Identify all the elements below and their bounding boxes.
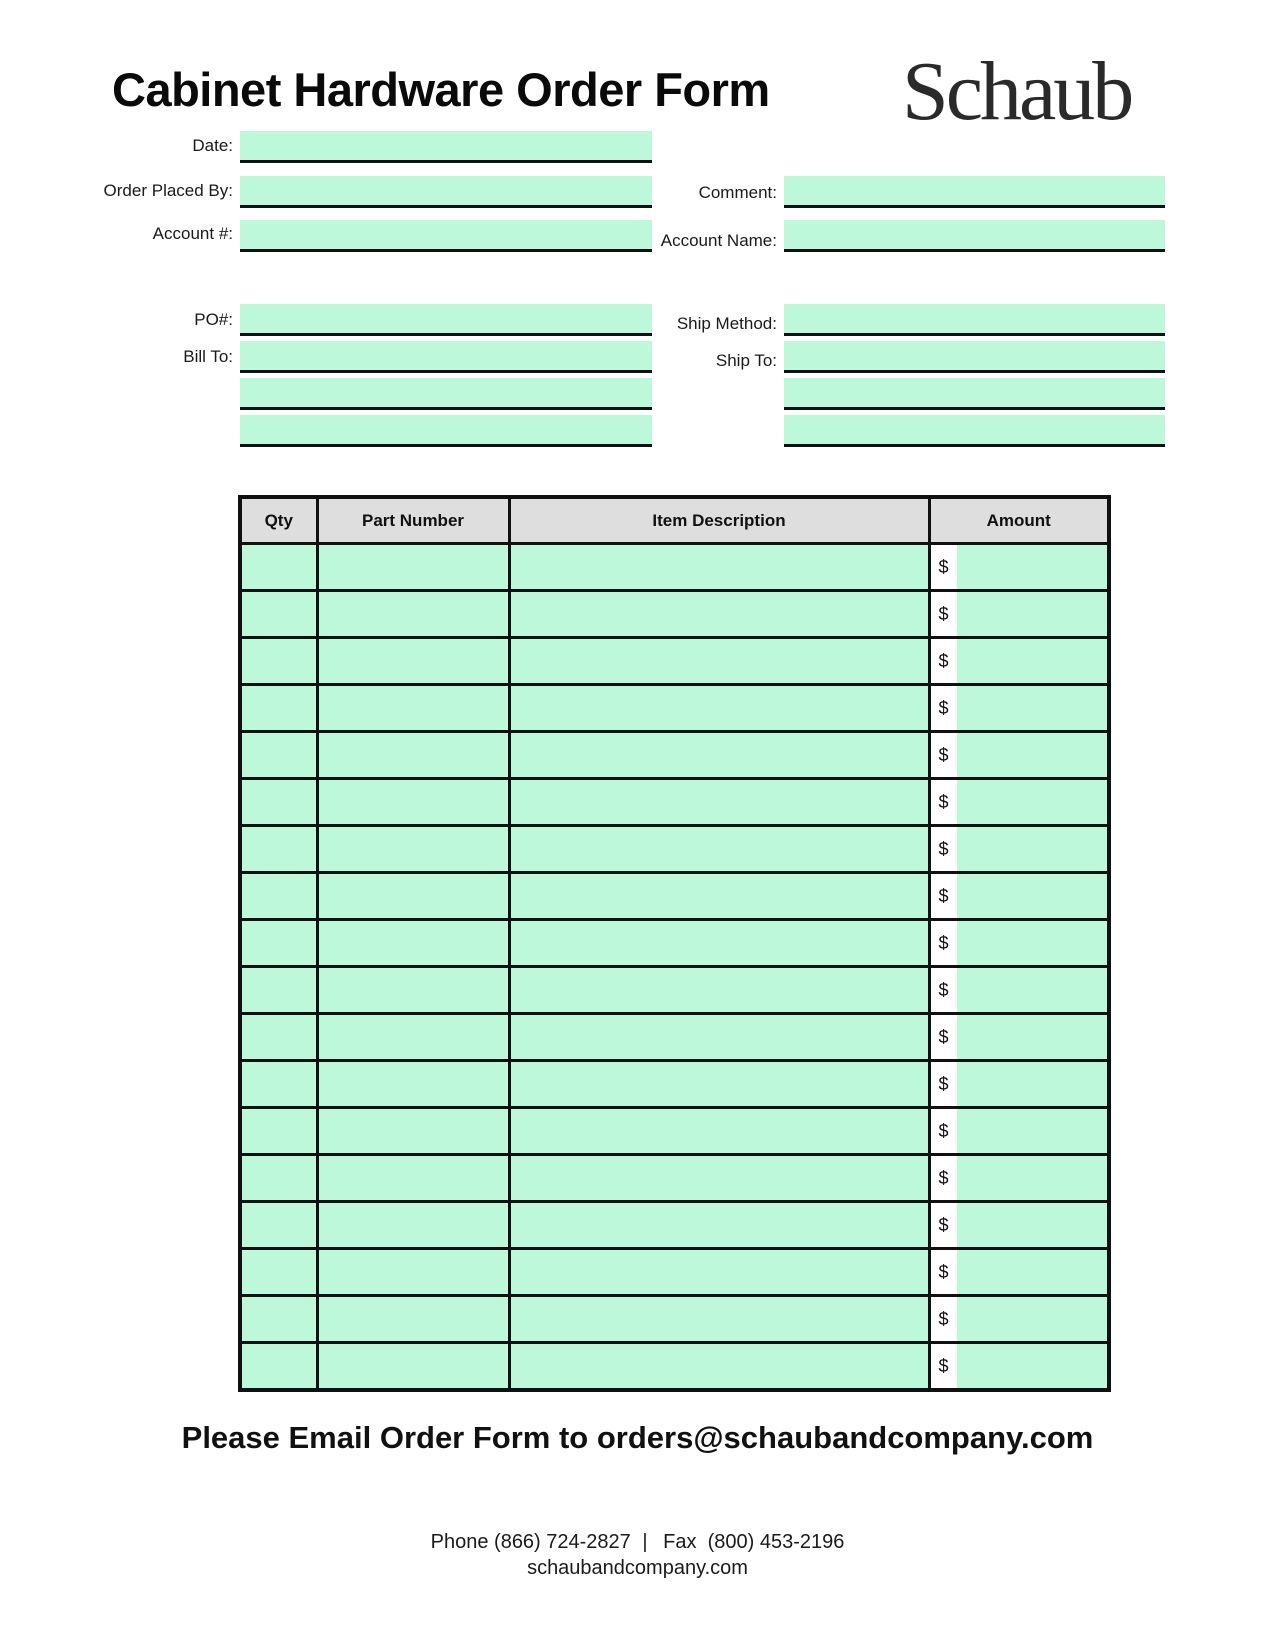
table-row [240,1155,1109,1202]
qty-cell[interactable] [240,826,317,873]
item-description-cell[interactable] [509,732,929,779]
qty-column-header: Qty [240,497,317,544]
amount-cell[interactable] [929,1296,1109,1343]
item-description-cell[interactable] [509,920,929,967]
item-description-column-header: Item Description [509,497,929,544]
account-name-label: Account Name: [660,231,777,250]
po-number-field[interactable] [240,304,652,336]
qty-cell[interactable] [240,967,317,1014]
currency-symbol: $ [931,545,957,589]
amount-cell[interactable] [929,685,1109,732]
amount-cell[interactable] [929,638,1109,685]
ship-to-label: Ship To: [715,351,777,370]
table-row [240,591,1109,638]
account-number-label: Account #: [152,224,233,243]
currency-symbol: $ [931,968,957,1012]
table-row [240,920,1109,967]
schaub-logo: Schaub [902,45,1132,138]
item-description-cell[interactable] [509,591,929,638]
part-number-cell[interactable] [317,1249,509,1296]
qty-cell[interactable] [240,638,317,685]
qty-cell[interactable] [240,1061,317,1108]
amount-cell[interactable] [929,826,1109,873]
table-row [240,1343,1109,1391]
currency-symbol: $ [931,1203,957,1247]
qty-cell[interactable] [240,920,317,967]
table-row [240,967,1109,1014]
qty-cell[interactable] [240,873,317,920]
table-row [240,873,1109,920]
account-number-field[interactable] [240,220,652,252]
part-number-cell[interactable] [317,873,509,920]
qty-cell[interactable] [240,1202,317,1249]
bill-to-field-line-3[interactable] [240,415,652,447]
part-number-cell[interactable] [317,826,509,873]
qty-cell[interactable] [240,1249,317,1296]
part-number-cell[interactable] [317,1014,509,1061]
item-description-cell[interactable] [509,1343,929,1391]
amount-cell[interactable] [929,732,1109,779]
amount-cell[interactable] [929,1343,1109,1391]
order-placed-by-label: Order Placed By: [103,181,233,200]
item-description-cell[interactable] [509,1296,929,1343]
table-header-row [240,497,1109,544]
comment-label: Comment: [698,183,777,202]
part-number-cell[interactable] [317,544,509,591]
ship-to-field-line-1[interactable] [784,341,1165,373]
currency-symbol: $ [931,1015,957,1059]
part-number-cell[interactable] [317,779,509,826]
form-title: Cabinet Hardware Order Form [112,63,770,116]
part-number-cell[interactable] [317,1061,509,1108]
amount-cell[interactable] [929,1202,1109,1249]
item-description-cell[interactable] [509,1202,929,1249]
part-number-cell[interactable] [317,1155,509,1202]
order-placed-by-field[interactable] [240,176,652,208]
amount-cell[interactable] [929,1014,1109,1061]
currency-symbol: $ [931,827,957,871]
bill-to-field-line-2[interactable] [240,378,652,410]
amount-cell[interactable] [929,544,1109,591]
amount-cell[interactable] [929,1108,1109,1155]
currency-symbol: $ [931,686,957,730]
table-row [240,732,1109,779]
date-field[interactable] [240,131,652,163]
table-row [240,1249,1109,1296]
item-description-cell[interactable] [509,638,929,685]
item-description-cell[interactable] [509,1061,929,1108]
bill-to-field-line-1[interactable] [240,341,652,373]
table-row [240,826,1109,873]
part-number-cell[interactable] [317,967,509,1014]
fax-number: Fax (800) 453-2196 [663,1531,845,1553]
item-description-cell[interactable] [509,544,929,591]
currency-symbol: $ [931,639,957,683]
qty-cell[interactable] [240,1296,317,1343]
qty-cell[interactable] [240,1014,317,1061]
ship-to-field-line-3[interactable] [784,415,1165,447]
phone-number: Phone (866) 724-2827 [430,1531,631,1553]
amount-cell[interactable] [929,779,1109,826]
currency-symbol: $ [931,1297,957,1341]
item-description-cell[interactable] [509,873,929,920]
order-rows [240,544,1109,1391]
item-description-cell[interactable] [509,1108,929,1155]
table-row [240,685,1109,732]
qty-cell[interactable] [240,1155,317,1202]
bill-to-label: Bill To: [183,347,233,366]
qty-cell[interactable] [240,591,317,638]
amount-cell[interactable] [929,873,1109,920]
amount-cell[interactable] [929,967,1109,1014]
currency-symbol: $ [931,1109,957,1153]
po-number-label: PO#: [194,310,233,329]
part-number-cell[interactable] [317,685,509,732]
amount-cell[interactable] [929,1249,1109,1296]
website: schaubandcompany.com [527,1557,748,1579]
part-number-cell[interactable] [317,1108,509,1155]
item-description-cell[interactable] [509,826,929,873]
item-description-cell[interactable] [509,1014,929,1061]
amount-cell[interactable] [929,1061,1109,1108]
item-description-cell[interactable] [509,1249,929,1296]
amount-cell[interactable] [929,1155,1109,1202]
comment-field[interactable] [784,176,1165,208]
amount-cell[interactable] [929,591,1109,638]
date-label: Date: [192,136,233,155]
qty-cell[interactable] [240,732,317,779]
qty-cell[interactable] [240,544,317,591]
part-number-cell[interactable] [317,1296,509,1343]
part-number-cell[interactable] [317,920,509,967]
part-number-cell[interactable] [317,638,509,685]
table-row [240,1061,1109,1108]
ship-to-field-line-2[interactable] [784,378,1165,410]
item-description-cell[interactable] [509,685,929,732]
table-row [240,1202,1109,1249]
part-number-cell[interactable] [317,591,509,638]
ship-method-label: Ship Method: [676,314,777,333]
table-row [240,1014,1109,1061]
table-row [240,1108,1109,1155]
part-number-cell[interactable] [317,1202,509,1249]
currency-symbol: $ [931,1062,957,1106]
table-row [240,779,1109,826]
item-description-cell[interactable] [509,1155,929,1202]
order-items-table [238,495,1111,1392]
currency-symbol: $ [931,733,957,777]
contact-separator: | [642,1531,648,1553]
email-instruction: Please Email Order Form to orders@schaubandcompany.com [181,1420,1094,1455]
account-name-field[interactable] [784,220,1165,252]
table-row [240,544,1109,591]
qty-cell[interactable] [240,685,317,732]
qty-cell[interactable] [240,1108,317,1155]
amount-column-header: Amount [929,497,1109,544]
currency-symbol: $ [931,780,957,824]
currency-symbol: $ [931,921,957,965]
qty-cell[interactable] [240,779,317,826]
currency-symbol: $ [931,1156,957,1200]
item-description-cell[interactable] [509,779,929,826]
part-number-column-header: Part Number [317,497,509,544]
currency-symbol: $ [931,1344,957,1388]
currency-symbol: $ [931,1250,957,1294]
amount-cell[interactable] [929,920,1109,967]
part-number-cell[interactable] [317,1343,509,1391]
ship-method-field[interactable] [784,304,1165,336]
part-number-cell[interactable] [317,732,509,779]
table-row [240,1296,1109,1343]
item-description-cell[interactable] [509,967,929,1014]
currency-symbol: $ [931,592,957,636]
currency-symbol: $ [931,874,957,918]
qty-cell[interactable] [240,1343,317,1391]
table-row [240,638,1109,685]
contact-line [0,1531,1275,1554]
